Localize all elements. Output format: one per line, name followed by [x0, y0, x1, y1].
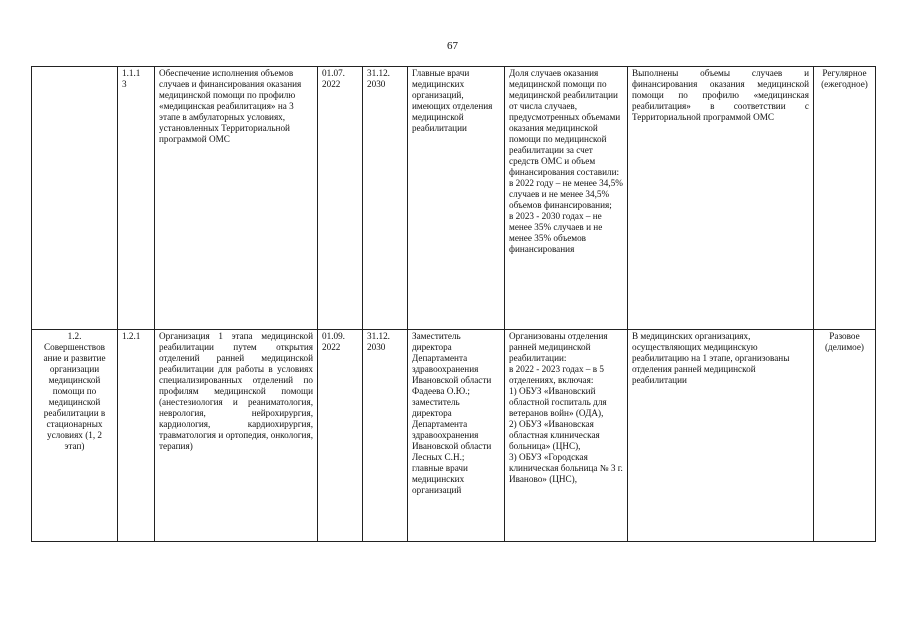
task-cell: [32, 67, 118, 330]
measures-table: [31, 66, 876, 542]
number-cell: 1.2.1: [118, 330, 155, 542]
event-cell: Обеспечение исполнения объемов случаев и финансирования оказания медицинской помощи по профилю «медицинская реабилитация» на 3 этапе в амбулаторных условиях, установленных Территориальной программой ОМС: [155, 67, 318, 330]
table-row: [32, 67, 876, 330]
start-date-cell: 01.07. 2022: [318, 67, 363, 330]
event-cell: Организация 1 этапа медицинской реабилитации путем открытия отделений ранней медицинской реабилитации для работы в условиях специализированных отделений по профилям медицинской помощи (анестезиология и реаниматология, неврология, нейрохирургия, кардиология, кардиохирургия, травматология и ортопедия, онкология, терапия): [155, 330, 318, 542]
start-date-cell: 01.09. 2022: [318, 330, 363, 542]
indicator-cell: Доля случаев оказания медицинской помощи по медицинской реабилитации от числа случаев, предусмотренных объемами оказания медицинской помощи по медицинской реабилитации за счет средств ОМС и объем финансирования составили: в 2022 году – не менее 34,5% случаев и не менее 34,5% объемов финансирования; в 2023 - 2030 годах – не менее 35% случаев и не менее 35% объемов финансирования: [505, 67, 628, 330]
end-date-cell: 31.12. 2030: [363, 67, 408, 330]
type-cell: Разовое (делимое): [814, 330, 876, 542]
result-cell: Выполнены объемы случаев и финансирования оказания медицинской помощи по профилю «медицинская реабилитация» в соответствии с Территориальной программой ОМС: [628, 67, 814, 330]
type-cell: Регулярное (ежегодное): [814, 67, 876, 330]
responsible-cell: Главные врачи медицинских организаций, имеющих отделения медицинской реабилитации: [408, 67, 505, 330]
page-number: 67: [447, 40, 458, 52]
responsible-cell: Заместитель директора Департамента здравоохранения Ивановской области Фадеева О.Ю.; заместитель директора Департамента здравоохранения Ивановской области Лесных С.Н.; главные врачи медицинских организаций: [408, 330, 505, 542]
result-cell: В медицинских организациях, осуществляющих медицинскую реабилитацию на 1 этапе, организованы отделения ранней медицинской реабилитации: [628, 330, 814, 542]
table-row: [32, 330, 876, 542]
indicator-cell: Организованы отделения ранней медицинской реабилитации: в 2022 - 2023 годах – в 5 отделениях, включая: 1) ОБУЗ «Ивановский областной госпиталь для ветеранов войн» (ОДА), 2) ОБУЗ «Ивановская областная клиническая больница» (ЦНС), 3) ОБУЗ «Городская клиническая больница № 3 г. Иваново» (ЦНС),: [505, 330, 628, 542]
number-cell: 1.1.1 3: [118, 67, 155, 330]
task-cell: 1.2. Совершенствов ание и развитие организации медицинской помощи по медицинской реабилитации в стационарных условиях (1, 2 этап): [32, 330, 118, 542]
end-date-cell: 31.12. 2030: [363, 330, 408, 542]
